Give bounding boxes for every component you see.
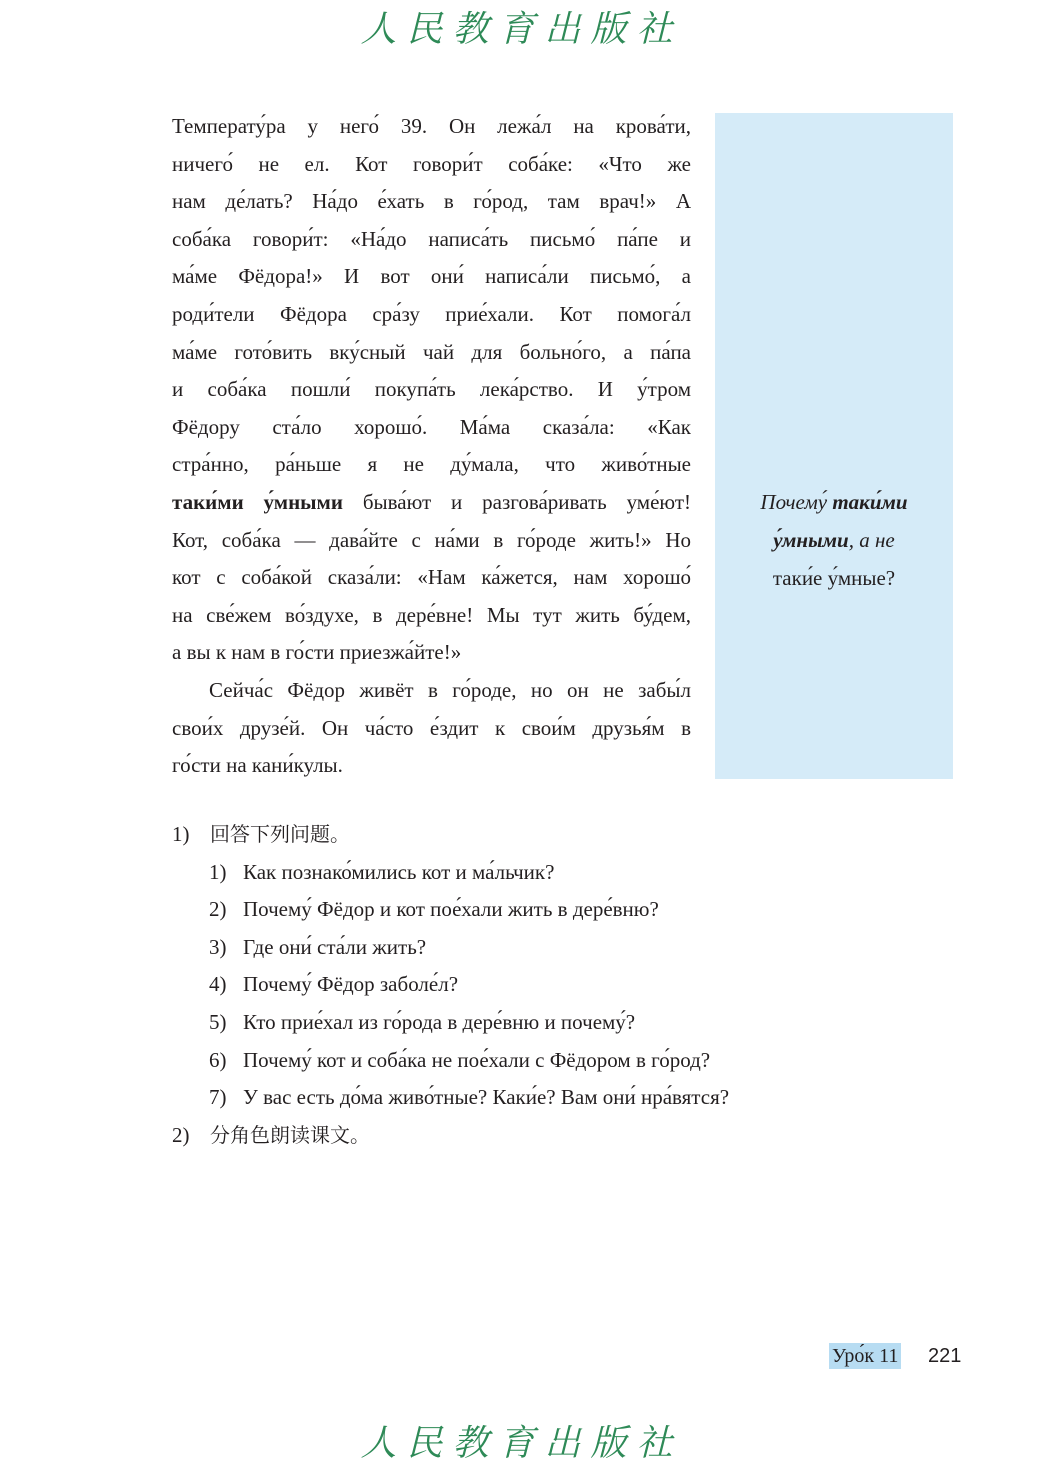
question-number: 4) — [209, 972, 227, 997]
text-line — [172, 484, 691, 522]
text-line: роди́тели Фёдора сра́зу прие́хали. Кот помога́л — [172, 301, 691, 326]
story-text — [172, 108, 691, 785]
question-item — [172, 929, 872, 967]
lesson-label: Уро́к 11 — [829, 1343, 901, 1369]
task-number: 1) — [172, 822, 190, 846]
sidebar-text: Почему́ — [760, 490, 833, 514]
question-item — [172, 891, 872, 929]
text-line: Фёдору ста́ло хорошо́. Ма́ма сказа́ла: «Как — [172, 414, 691, 439]
text-line: кот с соба́кой сказа́ли: «Нам ка́жется, нам хорошо́ — [172, 565, 691, 590]
text-line: ма́ме Фёдора!» И вот они́ написа́ли письмо́, а — [172, 264, 691, 289]
question-item — [172, 1079, 872, 1117]
exercise-list — [172, 816, 872, 1154]
text-line: го́сти на кани́кулы. — [172, 753, 343, 778]
task-instruction: 分角色朗读课文。 — [210, 1122, 370, 1147]
story-paragraph — [172, 108, 691, 672]
publisher-logo-top: 人民教育出版社 — [360, 9, 683, 50]
question-item — [172, 1042, 872, 1080]
story-paragraph — [172, 672, 691, 785]
exercise-task — [172, 816, 872, 854]
task-number: 2) — [172, 1122, 190, 1147]
sidebar-text: , а не — [848, 528, 895, 552]
sidebar-box — [715, 113, 953, 779]
question-item — [172, 966, 872, 1004]
bold-phrase: таки́ми у́мными — [172, 489, 343, 514]
question-number: 3) — [209, 934, 227, 959]
question-item — [172, 1004, 872, 1042]
text-line: Сейча́с Фёдор живёт в го́роде, но он не забы́л — [209, 677, 691, 702]
publisher-logo-bottom: 人民教育出版社 — [360, 1423, 683, 1464]
text-line: ничего́ не ел. Кот говори́т соба́ке: «Что же — [172, 151, 691, 176]
sidebar-text: таки́е у́мные? — [772, 566, 896, 590]
text-line: соба́ка говори́т: «На́до написа́ть письмо́ па́пе и — [172, 226, 691, 251]
question-text: Где они́ ста́ли жить? — [243, 934, 427, 959]
question-number: 5) — [209, 1009, 227, 1034]
task-instruction: 回答下列问题。 — [210, 822, 350, 846]
exercise-task — [172, 1117, 872, 1155]
text-line: и соба́ка пошли́ покупа́ть лека́рство. И у́тром — [172, 377, 691, 402]
sidebar-bold-word: таки́ми — [832, 490, 908, 514]
question-text: У вас есть до́ма живо́тные? Каки́е? Вам они́ нра́вятся? — [243, 1085, 730, 1110]
question-text: Почему́ Фёдор заболе́л? — [243, 972, 459, 997]
text-line: Температу́ра у него́ 39. Он лежа́л на крова́ти, — [172, 114, 691, 138]
question-number: 7) — [209, 1085, 227, 1110]
text-line: нам де́лать? На́до е́хать в го́род, там врач!» А — [172, 189, 691, 214]
text-line: а вы к нам в го́сти приезжа́йте!» — [172, 640, 462, 665]
question-text: Как познако́мились кот и ма́льчик? — [243, 859, 555, 884]
question-number: 2) — [209, 897, 227, 922]
text-line: стра́нно, ра́ньше я не ду́мала, что живо́тные — [172, 452, 691, 477]
text-line: ма́ме гото́вить вку́сный чай для больно́го, а па́па — [172, 339, 691, 364]
text-line: свои́х друзе́й. Он ча́сто е́здит к свои́м друзья́м в — [172, 715, 691, 740]
question-number: 1) — [209, 859, 227, 884]
text-line: на све́жем во́здухе, в дере́вне! Мы тут жить бу́дем, — [172, 602, 691, 627]
question-item — [172, 854, 872, 892]
page-number: 221 — [928, 1345, 962, 1367]
question-text: Кто прие́хал из го́рода в дере́вню и почему́? — [243, 1009, 636, 1034]
question-text: Почему́ Фёдор и кот пое́хали жить в дере́вню? — [243, 897, 659, 922]
text-span: быва́ют и разгова́ривать уме́ют! — [342, 489, 691, 514]
question-number: 6) — [209, 1047, 227, 1072]
text-line: Кот, соба́ка — дава́йте с на́ми в го́роде жить!» Но — [172, 527, 691, 552]
sidebar-question — [722, 483, 946, 597]
sidebar-bold-word: у́мными — [773, 528, 849, 552]
question-text: Почему́ кот и соба́ка не пое́хали с Фёдором в го́род? — [243, 1047, 711, 1072]
